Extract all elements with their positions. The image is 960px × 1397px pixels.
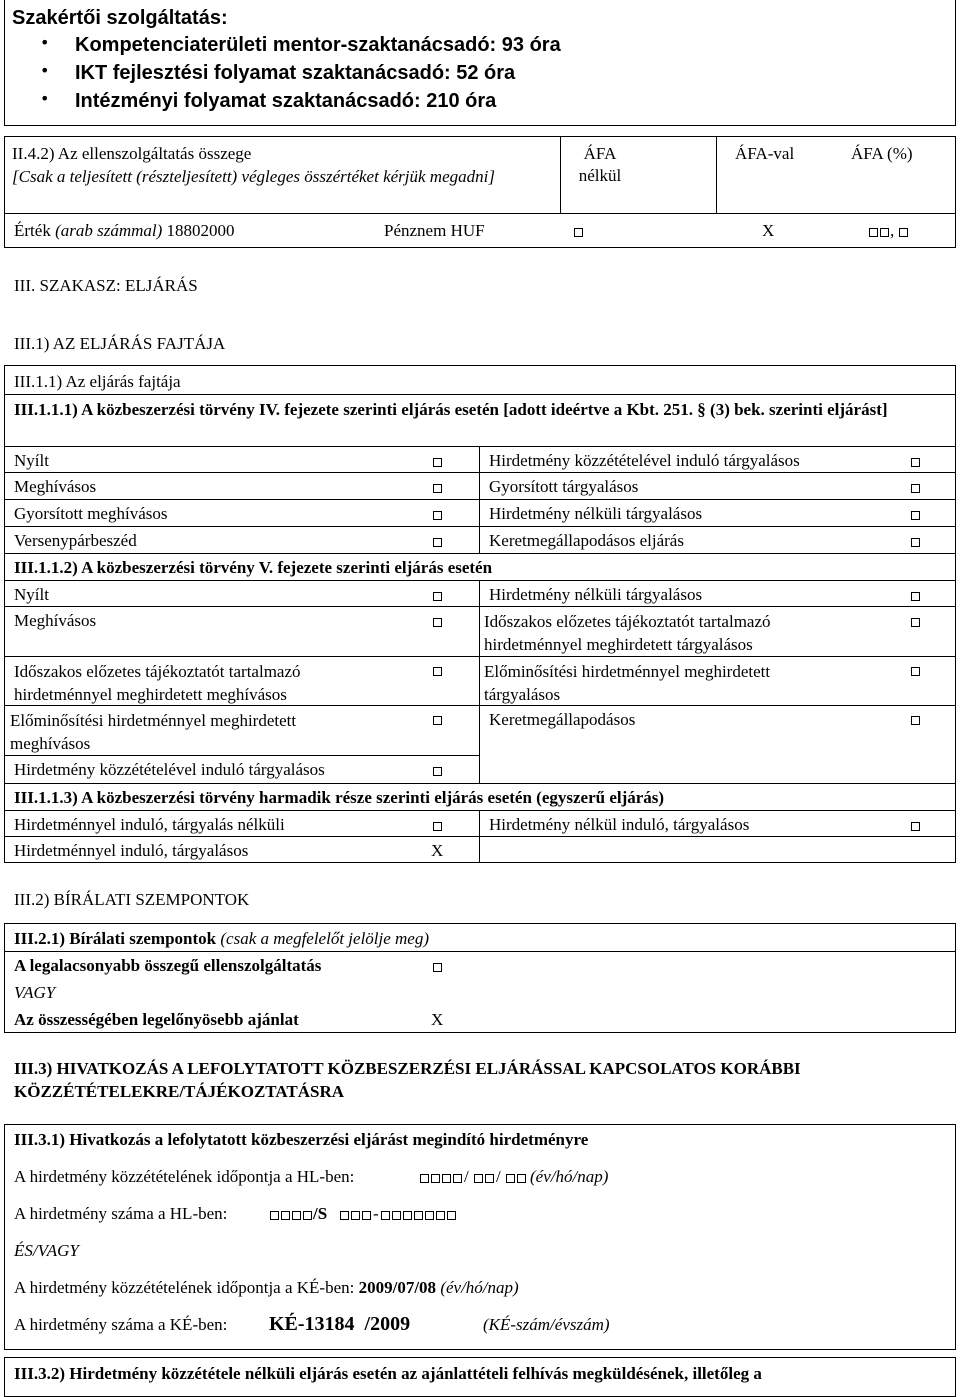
checkbox-hl-number[interactable]	[425, 1211, 434, 1220]
hl-date-format: (év/hó/nap)	[530, 1167, 609, 1186]
checkbox-afa-nelkul[interactable]	[574, 228, 583, 237]
checkbox-v-left[interactable]	[433, 592, 442, 601]
expert-services-title: Szakértői szolgáltatás:	[12, 7, 228, 29]
criterion-separator: VAGY	[14, 983, 56, 1002]
col-afa-val: ÁFA-val	[735, 144, 795, 163]
checkbox-afa-pct[interactable]	[869, 228, 878, 237]
heading-3113: III.1.1.3) A közbeszerzési törvény harmadik része szerinti eljárás esetén (egyszerű eljárás)	[14, 788, 665, 807]
heading-332: III.3.2) Hirdetmény közzététele nélküli eljárás esetén az ajánlattételi felhívás megküldésének, illetőleg a	[14, 1364, 762, 1383]
criterion-best-value: Az összességében legelőnyösebb ajánlat	[14, 1010, 299, 1029]
value-label: Érték	[14, 221, 51, 240]
value-label-note: (arab számmal)	[55, 221, 163, 240]
afa-pct-separator: ,	[890, 221, 895, 240]
checkbox-hl-date[interactable]	[420, 1174, 429, 1183]
bullet-icon: •	[40, 61, 50, 80]
option-iv-left: Versenypárbeszéd	[14, 531, 137, 550]
section-heading-32: III.2) BÍRÁLATI SZEMPONTOK	[14, 890, 250, 909]
ke-number-format: (KÉ-szám/évszám)	[483, 1315, 610, 1334]
checkbox-hl-number[interactable]	[303, 1211, 312, 1220]
option-iv-left: Nyílt	[14, 451, 49, 470]
contract-value-heading: II.4.2) Az ellenszolgáltatás összege	[12, 144, 252, 163]
option-v-right: Hirdetmény nélküli tárgyalásos	[489, 585, 703, 604]
checkbox-hl-number[interactable]	[270, 1211, 279, 1220]
checkbox-v-left[interactable]	[433, 767, 442, 776]
checkbox-v-left[interactable]	[433, 667, 442, 676]
checkbox-hl-date[interactable]	[453, 1174, 462, 1183]
checkbox-iv-right[interactable]	[911, 538, 920, 547]
option-iv-right: Keretmegállapodásos eljárás	[489, 531, 684, 550]
heading-321-note: (csak a megfelelőt jelölje meg)	[220, 929, 430, 948]
checkbox-hl-date[interactable]	[485, 1174, 494, 1183]
option-iv-left: Gyorsított meghívásos	[14, 504, 168, 523]
afa-val-mark: X	[762, 221, 775, 240]
option-v-left: Hirdetmény közzétételével induló tárgyalásos	[14, 760, 325, 779]
checkbox-v-right[interactable]	[911, 618, 920, 627]
hl-number-s: /S	[313, 1204, 328, 1223]
ke-date-row	[14, 1277, 519, 1299]
section-title: III. SZAKASZ: ELJÁRÁS	[14, 276, 198, 295]
checkbox-v-right[interactable]	[911, 592, 920, 601]
date-separator: /	[496, 1167, 501, 1186]
checkbox-hl-number[interactable]	[281, 1211, 290, 1220]
contract-value-note: [Csak a teljesített (részteljesített) végleges összértéket kérjük megadni]	[12, 167, 495, 186]
ke-date-label: A hirdetmény közzétételének időpontja a KÉ-ben:	[14, 1278, 355, 1297]
ke-date-format: (év/hó/nap)	[440, 1278, 519, 1297]
simple-selected-mark: X	[431, 841, 444, 860]
checkbox-hl-number[interactable]	[381, 1211, 390, 1220]
checkbox-afa-pct[interactable]	[899, 228, 908, 237]
section-heading-33: III.3) HIVATKOZÁS A LEFOLYTATOTT KÖZBESZERZÉSI ELJÁRÁSSAL KAPCSOLATOS KORÁBBI KÖZZÉTÉTELEKRE/TÁJÉKOZTATÁSRA	[14, 1059, 801, 1101]
number-separator: -	[373, 1204, 379, 1223]
heading-3111: III.1.1.1) A közbeszerzési törvény IV. fejezete szerinti eljárás esetén [adott ideértve a Kbt. 251. § (3) bek. szerinti eljárást]	[14, 400, 888, 419]
checkbox-hl-number[interactable]	[292, 1211, 301, 1220]
hl-date-row	[14, 1166, 354, 1188]
ke-number-value: KÉ-13184 /2009	[269, 1313, 411, 1335]
checkbox-iv-left[interactable]	[433, 458, 442, 467]
criterion-lowest-price: A legalacsonyabb összegű ellenszolgáltatás	[14, 956, 322, 975]
checkbox-iv-right[interactable]	[911, 484, 920, 493]
checkbox-hl-date[interactable]	[474, 1174, 483, 1183]
checkbox-hl-number[interactable]	[447, 1211, 456, 1220]
heading-321-title: III.2.1) Bírálati szempontok	[14, 929, 217, 948]
expert-item: Kompetenciaterületi mentor-szaktanácsadó: 93 óra	[75, 34, 561, 56]
checkbox-v-right[interactable]	[911, 667, 920, 676]
checkbox-afa-pct[interactable]	[880, 228, 889, 237]
value-row	[14, 220, 235, 242]
checkbox-hl-number[interactable]	[403, 1211, 412, 1220]
option-simple-right: Hirdetmény nélkül induló, tárgyalásos	[489, 815, 750, 834]
option-v-right: Időszakos előzetes tájékoztatót tartalmazó hirdetménnyel meghirdetett tárgyalásos	[484, 612, 771, 654]
checkbox-hl-number[interactable]	[436, 1211, 445, 1220]
checkbox-iv-left[interactable]	[433, 484, 442, 493]
checkbox-hl-date[interactable]	[506, 1174, 515, 1183]
hl-date-label: A hirdetmény közzétételének időpontja a HL-ben:	[14, 1167, 355, 1186]
checkbox-iv-right[interactable]	[911, 458, 920, 467]
checkbox-simple-right[interactable]	[911, 822, 920, 831]
option-simple-left: Hirdetménnyel induló, tárgyalásos	[14, 841, 249, 860]
option-v-right: Keretmegállapodásos	[489, 710, 636, 729]
section-heading-31: III.1) AZ ELJÁRÁS FAJTÁJA	[14, 334, 226, 353]
checkbox-hl-number[interactable]	[414, 1211, 423, 1220]
checkbox-v-left[interactable]	[433, 618, 442, 627]
and-or-separator: ÉS/VAGY	[14, 1241, 79, 1260]
value-amount: 18802000	[166, 221, 235, 240]
bullet-icon: •	[40, 33, 50, 52]
ke-date-value: 2009/07/08	[358, 1278, 437, 1297]
col-afa-pct: ÁFA (%)	[851, 144, 913, 163]
option-simple-left: Hirdetménnyel induló, tárgyalás nélküli	[14, 815, 285, 834]
option-iv-right: Hirdetmény nélküli tárgyalásos	[489, 504, 703, 523]
option-v-left: Időszakos előzetes tájékoztatót tartalmazó hirdetménnyel meghirdetett meghívásos	[14, 662, 301, 704]
checkbox-hl-date[interactable]	[517, 1174, 526, 1183]
currency-row	[384, 220, 485, 242]
currency-value: HUF	[450, 221, 485, 240]
ke-number-label: A hirdetmény száma a KÉ-ben:	[14, 1315, 228, 1334]
checkbox-hl-number[interactable]	[351, 1211, 360, 1220]
checkbox-simple-left[interactable]	[433, 822, 442, 831]
checkbox-v-right[interactable]	[911, 716, 920, 725]
option-v-left: Nyílt	[14, 585, 49, 604]
checkbox-hl-number[interactable]	[362, 1211, 371, 1220]
heading-3112: III.1.1.2) A közbeszerzési törvény V. fejezete szerinti eljárás esetén	[14, 558, 493, 577]
best-value-mark: X	[431, 1010, 444, 1029]
checkbox-hl-number[interactable]	[340, 1211, 349, 1220]
option-iv-left: Meghívásos	[14, 477, 97, 496]
option-iv-right: Hirdetmény közzétételével induló tárgyalásos	[489, 451, 800, 470]
heading-321	[14, 928, 429, 950]
expert-item: IKT fejlesztési folyamat szaktanácsadó: 52 óra	[75, 62, 516, 84]
checkbox-iv-left[interactable]	[433, 538, 442, 547]
checkbox-hl-date[interactable]	[442, 1174, 451, 1183]
col-afa-nelkul: ÁFA nélkül	[578, 144, 622, 186]
hl-number-label: A hirdetmény száma a HL-ben:	[14, 1204, 228, 1223]
checkbox-iv-right[interactable]	[911, 511, 920, 520]
checkbox-lowest-price[interactable]	[433, 963, 442, 972]
bullet-icon: •	[40, 89, 50, 108]
heading-311: III.1.1) Az eljárás fajtája	[14, 372, 181, 391]
checkbox-iv-left[interactable]	[433, 511, 442, 520]
checkbox-hl-date[interactable]	[431, 1174, 440, 1183]
checkbox-v-left[interactable]	[433, 716, 442, 725]
option-v-right: Előminősítési hirdetménnyel meghirdetett tárgyalásos	[484, 662, 771, 704]
currency-label: Pénznem	[384, 221, 447, 240]
date-separator: /	[464, 1167, 469, 1186]
option-v-left: Előminősítési hirdetménnyel meghirdetett meghívásos	[10, 711, 297, 753]
option-v-left: Meghívásos	[14, 611, 97, 630]
expert-item: Intézményi folyamat szaktanácsadó: 210 óra	[75, 90, 497, 112]
option-iv-right: Gyorsított tárgyalásos	[489, 477, 639, 496]
heading-331: III.3.1) Hivatkozás a lefolytatott közbeszerzési eljárást megindító hirdetményre	[14, 1130, 589, 1149]
checkbox-hl-number[interactable]	[392, 1211, 401, 1220]
